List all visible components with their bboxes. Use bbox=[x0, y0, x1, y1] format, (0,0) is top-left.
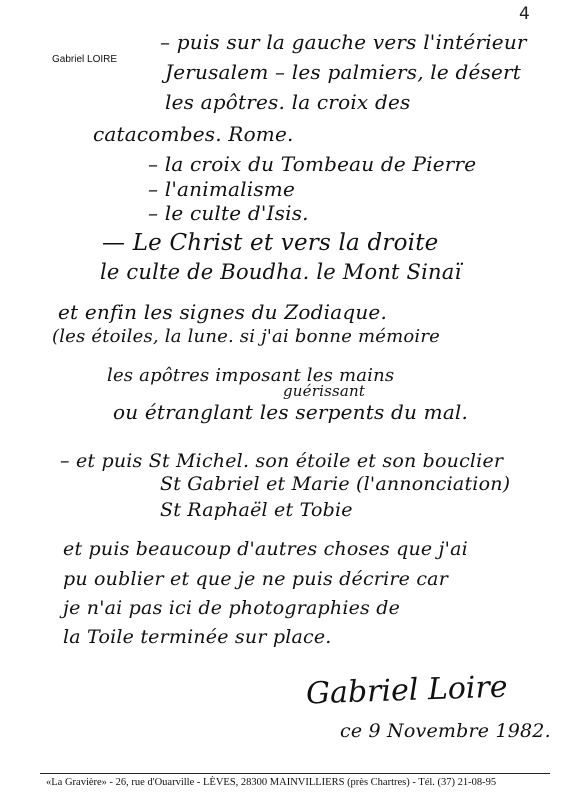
handwritten-line: le culte de Boudha. le Mont Sinaï bbox=[100, 260, 462, 284]
handwritten-line: guérissant bbox=[283, 382, 366, 400]
handwritten-line: les apôtres. la croix des bbox=[165, 90, 411, 114]
handwritten-line: je n'ai pas ici de photographies de bbox=[63, 597, 401, 619]
handwritten-line: — Le Christ et vers la droite bbox=[102, 230, 439, 256]
handwritten-line: – et puis St Michel. son étoile et son bouclier bbox=[60, 450, 504, 472]
handwritten-line: pu oublier et que je ne puis décrire car bbox=[63, 568, 448, 590]
handwritten-line: – la croix du Tombeau de Pierre bbox=[148, 152, 477, 176]
handwritten-line: – puis sur la gauche vers l'intérieur bbox=[160, 30, 527, 54]
footer-divider bbox=[40, 773, 550, 774]
handwritten-line: – l'animalisme bbox=[148, 177, 295, 201]
signature: Gabriel Loire bbox=[305, 669, 509, 712]
handwritten-line: ou étranglant les serpents du mal. bbox=[113, 400, 469, 424]
handwritten-line: et puis beaucoup d'autres choses que j'ai bbox=[63, 538, 468, 560]
letterhead-name: Gabriel LOIRE bbox=[52, 54, 118, 65]
signature-date: ce 9 Novembre 1982. bbox=[340, 720, 551, 742]
handwritten-line: (les étoiles, la lune. si j'ai bonne mémoire bbox=[52, 326, 441, 347]
page-number: 4 bbox=[519, 4, 530, 24]
handwritten-line: St Raphaël et Tobie bbox=[160, 499, 353, 521]
footer-address: «La Gravière» - 26, rue d'Ouarville - LÈVES, 28300 MAINVILLIERS (près Chartres) - Tél. (37) 21-08-95 bbox=[46, 777, 497, 788]
handwritten-line: – le culte d'Isis. bbox=[148, 201, 309, 225]
handwritten-line: la Toile terminée sur place. bbox=[63, 626, 332, 648]
handwritten-line: les apôtres imposant les mains bbox=[107, 365, 395, 386]
handwritten-line: et enfin les signes du Zodiaque. bbox=[58, 300, 388, 324]
handwritten-line: Jerusalem – les palmiers, le désert bbox=[165, 60, 522, 84]
handwritten-line: St Gabriel et Marie (l'annonciation) bbox=[160, 473, 511, 495]
handwritten-line: catacombes. Rome. bbox=[93, 122, 294, 146]
